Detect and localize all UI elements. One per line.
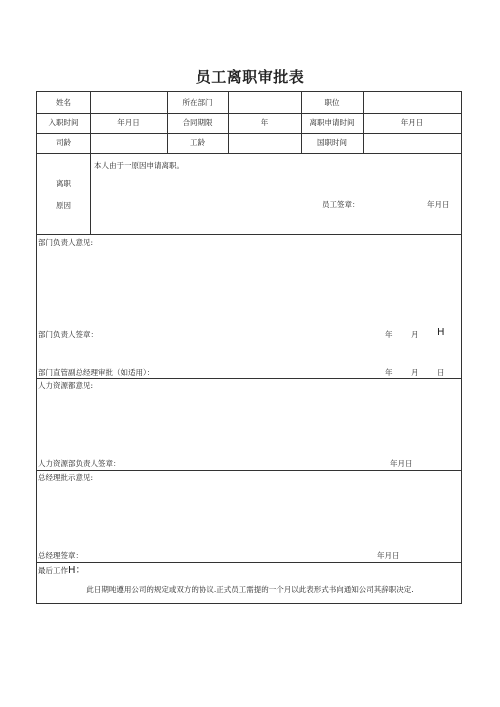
dept-head-year: 年	[385, 330, 393, 339]
reason-label-line2: 原因	[56, 201, 71, 210]
vp-year: 年	[385, 368, 393, 377]
employee-signature-label: 员工签章：	[322, 200, 360, 209]
work-years-label: 工龄	[190, 138, 205, 147]
seniority-label: 司龄	[56, 138, 71, 147]
entry-date-label: 入职时间	[48, 118, 79, 127]
hr-signature-label: 人力资源部负责人签章：	[38, 459, 121, 468]
row-divider	[37, 234, 461, 235]
hr-opinion-label: 人力资源都意见:	[38, 381, 94, 390]
name-label: 姓名	[56, 98, 71, 107]
last-working-day-suffix: H：	[68, 565, 86, 576]
leave-date-field[interactable]	[364, 136, 461, 150]
entry-date-value[interactable]: 年月日	[117, 118, 140, 127]
dept-head-month: 月	[411, 330, 419, 339]
row-divider	[37, 470, 461, 471]
col-divider	[90, 153, 91, 234]
footer-note: 此日期吨遵用公司的规定或双方的协议.正式员工需提的一个月以此表形式书向通知公司其辞职决定.	[86, 585, 414, 594]
dept-head-signature-label: 部门负责人签章：	[38, 330, 98, 339]
contract-term-label: 合同期限	[182, 118, 213, 127]
work-years-field[interactable]	[229, 136, 301, 150]
department-field[interactable]	[229, 96, 301, 110]
row-divider	[37, 562, 461, 563]
department-label: 所在部门	[182, 98, 213, 107]
resignation-apply-date-label: 离职申请时间	[309, 118, 355, 127]
hr-signature-date[interactable]: 年月日	[390, 459, 413, 468]
reason-statement[interactable]: 本人由于一原因申请离职。	[94, 161, 184, 170]
position-field[interactable]	[364, 96, 461, 110]
resignation-apply-date-value[interactable]: 年月日	[400, 118, 424, 127]
leave-date-label: 国职时间	[317, 138, 347, 147]
vp-day: 日	[437, 368, 445, 377]
row-divider	[37, 133, 461, 134]
position-label: 职位	[324, 98, 340, 107]
row-divider	[37, 378, 461, 379]
row-divider	[37, 153, 461, 154]
gm-signature-label: 总经理签章：	[38, 551, 83, 560]
last-working-day-text: 最后工作	[38, 566, 68, 575]
name-field[interactable]	[91, 96, 167, 110]
last-working-day-label	[38, 566, 86, 576]
reason-label-line1: 离职	[56, 179, 71, 188]
dept-head-day: H	[437, 327, 445, 338]
vp-approval-label: 部门直管副总经理审批（如适用）：	[38, 368, 155, 377]
seniority-field[interactable]	[91, 136, 167, 150]
vp-month: 月	[411, 368, 419, 377]
employee-signature-date[interactable]: 年月日	[427, 200, 450, 209]
form-title: 员工离职审批表	[195, 68, 305, 86]
approval-form-table	[36, 91, 462, 604]
gm-signature-date[interactable]: 年月日	[377, 551, 400, 560]
dept-head-opinion-label: 部门负责人意见:	[38, 238, 94, 247]
row-divider	[37, 113, 461, 114]
contract-term-value[interactable]: 年	[260, 118, 269, 127]
gm-opinion-label: 总经理批示意见:	[38, 473, 94, 482]
